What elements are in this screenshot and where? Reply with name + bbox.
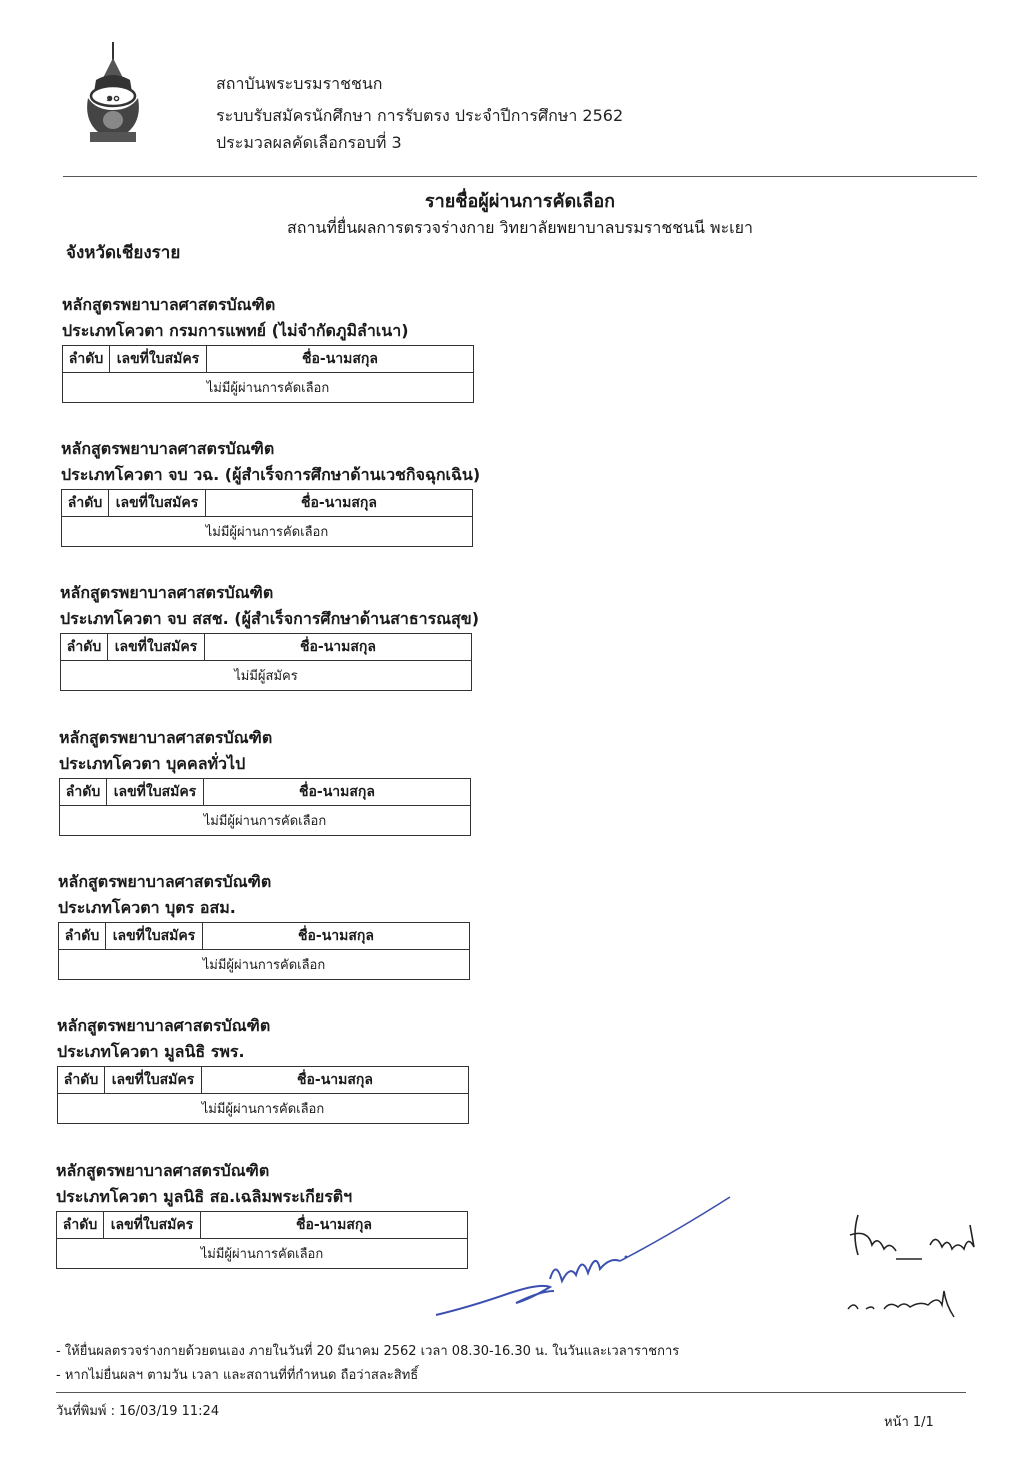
table-header-row [61, 634, 472, 661]
footer-divider [56, 1392, 966, 1393]
result-message: ไม่มีผู้ผ่านการคัดเลือก [60, 806, 471, 836]
column-application-number: เลขที่ใบสมัคร [105, 1067, 202, 1094]
header-system: ระบบรับสมัครนักศึกษา การรับตรง ประจำปีการศึกษา 2562 [216, 106, 624, 125]
column-application-number: เลขที่ใบสมัคร [109, 490, 206, 517]
quota-section [58, 870, 518, 980]
committee-signature-1 [430, 1195, 750, 1325]
svg-text:๑๐: ๑๐ [106, 91, 120, 104]
result-message: ไม่มีผู้ผ่านการคัดเลือก [59, 950, 470, 980]
quota-section [62, 293, 522, 403]
table-row [58, 1094, 469, 1124]
column-order: ลำดับ [58, 1067, 105, 1094]
result-table [57, 1066, 469, 1124]
result-table [59, 778, 471, 836]
quota-section [59, 726, 519, 836]
quota-type: ประเภทโควตา มูลนิธิ รพร. [57, 1042, 245, 1061]
institution-emblem-logo [80, 40, 146, 150]
column-order: ลำดับ [62, 490, 109, 517]
result-message: ไม่มีผู้ผ่านการคัดเลือก [58, 1094, 469, 1124]
result-table [62, 345, 474, 403]
result-table [56, 1211, 468, 1269]
result-message: ไม่มีผู้ผ่านการคัดเลือก [63, 373, 474, 403]
column-order: ลำดับ [60, 779, 107, 806]
table-header-row [63, 346, 474, 373]
table-header-row [62, 490, 473, 517]
table-header-row [58, 1067, 469, 1094]
course-name: หลักสูตรพยาบาลศาสตรบัณฑิต [58, 872, 272, 891]
column-order: ลำดับ [61, 634, 108, 661]
page-number: หน้า 1/1 [884, 1415, 934, 1430]
quota-type: ประเภทโควตา มูลนิธิ สอ.เฉลิมพระเกียรติฯ [56, 1187, 353, 1206]
column-application-number: เลขที่ใบสมัคร [110, 346, 207, 373]
table-row [62, 517, 473, 547]
page-title: รายชื่อผู้ผ่านการคัดเลือก [424, 191, 616, 212]
column-full-name: ชื่อ-นามสกุล [205, 634, 472, 661]
quota-section [61, 437, 521, 547]
course-name: หลักสูตรพยาบาลศาสตรบัณฑิต [62, 295, 276, 314]
table-row [61, 661, 472, 691]
note-forfeit: - หากไม่ยื่นผลฯ ตามวัน เวลา และสถานที่ที่กำหนด ถือว่าสละสิทธิ์ [56, 1368, 419, 1383]
note-submit-deadline: - ให้ยื่นผลตรวจร่างกายด้วยตนเอง ภายในวันที่ 20 มีนาคม 2562 เวลา 08.30-16.30 น. ในวันและเวลาราชการ [56, 1344, 680, 1359]
quota-type: ประเภทโควตา บุคคลทั่วไป [59, 754, 246, 773]
result-table [60, 633, 472, 691]
column-full-name: ชื่อ-นามสกุล [203, 923, 470, 950]
header-round: ประมวลผลคัดเลือกรอบที่ 3 [216, 133, 402, 152]
column-full-name: ชื่อ-นามสกุล [201, 1212, 468, 1239]
province-label: จังหวัดเชียงราย [66, 243, 181, 263]
column-application-number: เลขที่ใบสมัคร [106, 923, 203, 950]
quota-type: ประเภทโควตา กรมการแพทย์ (ไม่จำกัดภูมิลำเนา) [62, 321, 409, 340]
column-full-name: ชื่อ-นามสกุล [202, 1067, 469, 1094]
course-name: หลักสูตรพยาบาลศาสตรบัณฑิต [56, 1161, 270, 1180]
table-row [60, 806, 471, 836]
result-message: ไม่มีผู้ผ่านการคัดเลือก [62, 517, 473, 547]
table-header-row [59, 923, 470, 950]
column-full-name: ชื่อ-นามสกุล [204, 779, 471, 806]
course-name: หลักสูตรพยาบาลศาสตรบัณฑิต [60, 583, 274, 602]
quota-section [57, 1014, 517, 1124]
quota-section [60, 581, 520, 691]
page-subtitle: สถานที่ยื่นผลการตรวจร่างกาย วิทยาลัยพยาบาลบรมราชชนนี พะเยา [287, 218, 753, 237]
column-order: ลำดับ [57, 1212, 104, 1239]
column-application-number: เลขที่ใบสมัคร [108, 634, 205, 661]
course-name: หลักสูตรพยาบาลศาสตรบัณฑิต [61, 439, 275, 458]
table-row [59, 950, 470, 980]
table-row [57, 1239, 468, 1269]
quota-type: ประเภทโควตา บุตร อสม. [58, 898, 236, 917]
column-order: ลำดับ [63, 346, 110, 373]
column-application-number: เลขที่ใบสมัคร [104, 1212, 201, 1239]
table-row [63, 373, 474, 403]
print-date: วันที่พิมพ์ : 16/03/19 11:24 [56, 1404, 220, 1419]
result-message: ไม่มีผู้ผ่านการคัดเลือก [57, 1239, 468, 1269]
result-message: ไม่มีผู้สมัคร [61, 661, 472, 691]
course-name: หลักสูตรพยาบาลศาสตรบัณฑิต [57, 1016, 271, 1035]
header-divider [63, 176, 977, 177]
column-full-name: ชื่อ-นามสกุล [207, 346, 474, 373]
column-order: ลำดับ [59, 923, 106, 950]
header-institution: สถาบันพระบรมราชชนก [216, 74, 383, 93]
column-application-number: เลขที่ใบสมัคร [107, 779, 204, 806]
table-header-row [60, 779, 471, 806]
column-full-name: ชื่อ-นามสกุล [206, 490, 473, 517]
result-table [61, 489, 473, 547]
course-name: หลักสูตรพยาบาลศาสตรบัณฑิต [59, 728, 273, 747]
quota-type: ประเภทโควตา จบ วฉ. (ผู้สำเร็จการศึกษาด้านเวชกิจฉุกเฉิน) [61, 465, 481, 484]
result-table [58, 922, 470, 980]
quota-type: ประเภทโควตา จบ สสช. (ผู้สำเร็จการศึกษาด้านสาธารณสุข) [60, 609, 480, 628]
table-header-row [57, 1212, 468, 1239]
committee-signature-2 [838, 1205, 988, 1325]
